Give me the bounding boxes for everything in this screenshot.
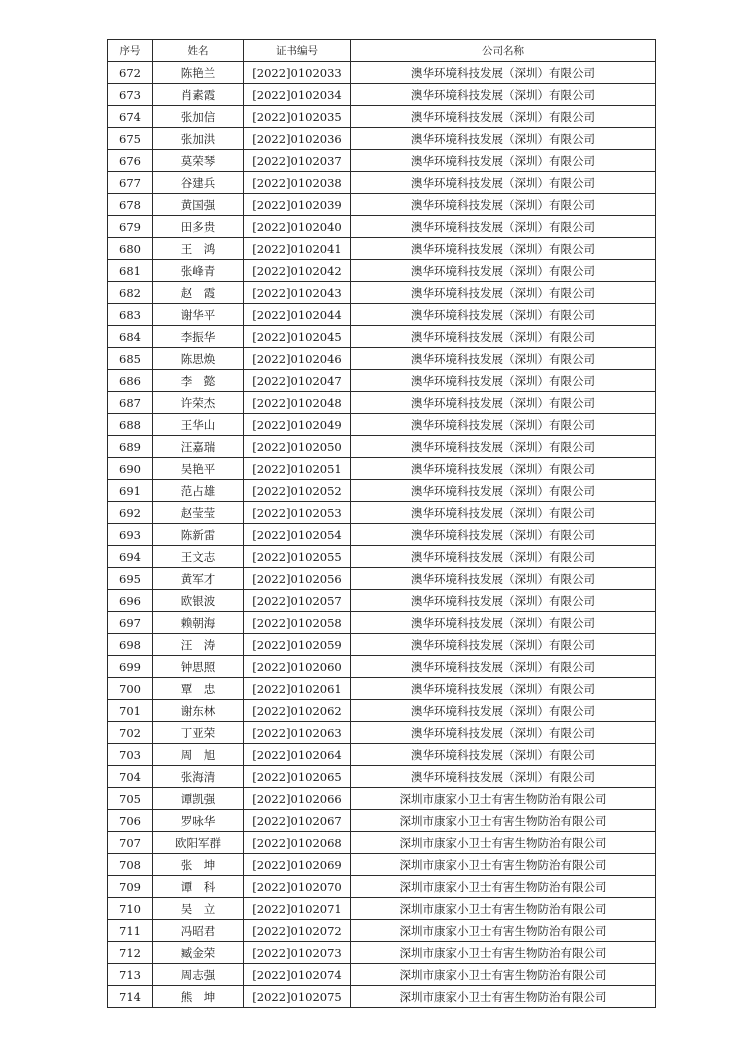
row-name: 谷建兵 [153,172,244,194]
table-row [108,898,656,920]
row-certificate-number: [2022]0102057 [244,590,351,612]
table-row [108,326,656,348]
row-certificate-number: [2022]0102074 [244,964,351,986]
row-name: 赵 霞 [153,282,244,304]
row-company-name: 深圳市康家小卫士有害生物防治有限公司 [351,942,656,964]
row-company-name: 澳华环境科技发展（深圳）有限公司 [351,62,656,84]
row-index: 673 [108,84,153,106]
row-index: 704 [108,766,153,788]
row-index: 680 [108,238,153,260]
row-name: 周 旭 [153,744,244,766]
row-certificate-number: [2022]0102046 [244,348,351,370]
table-row [108,634,656,656]
row-company-name: 深圳市康家小卫士有害生物防治有限公司 [351,810,656,832]
row-index: 679 [108,216,153,238]
row-index: 693 [108,524,153,546]
row-certificate-number: [2022]0102042 [244,260,351,282]
table-row [108,216,656,238]
row-company-name: 澳华环境科技发展（深圳）有限公司 [351,150,656,172]
row-certificate-number: [2022]0102073 [244,942,351,964]
row-company-name: 深圳市康家小卫士有害生物防治有限公司 [351,788,656,810]
row-index: 710 [108,898,153,920]
row-certificate-number: [2022]0102065 [244,766,351,788]
row-name: 田多贵 [153,216,244,238]
table-row [108,590,656,612]
row-name: 张海清 [153,766,244,788]
row-index: 691 [108,480,153,502]
row-name: 冯昭君 [153,920,244,942]
table-row [108,656,656,678]
row-company-name: 深圳市康家小卫士有害生物防治有限公司 [351,854,656,876]
row-company-name: 澳华环境科技发展（深圳）有限公司 [351,326,656,348]
table-row [108,282,656,304]
table-row [108,876,656,898]
row-certificate-number: [2022]0102053 [244,502,351,524]
row-name: 谢东林 [153,700,244,722]
row-company-name: 澳华环境科技发展（深圳）有限公司 [351,656,656,678]
row-certificate-number: [2022]0102039 [244,194,351,216]
row-company-name: 澳华环境科技发展（深圳）有限公司 [351,106,656,128]
row-index: 707 [108,832,153,854]
row-certificate-number: [2022]0102056 [244,568,351,590]
row-index: 700 [108,678,153,700]
row-company-name: 澳华环境科技发展（深圳）有限公司 [351,612,656,634]
row-index: 676 [108,150,153,172]
row-company-name: 深圳市康家小卫士有害生物防治有限公司 [351,876,656,898]
table-row [108,524,656,546]
row-index: 686 [108,370,153,392]
row-company-name: 澳华环境科技发展（深圳）有限公司 [351,480,656,502]
row-index: 684 [108,326,153,348]
row-index: 682 [108,282,153,304]
row-company-name: 澳华环境科技发展（深圳）有限公司 [351,590,656,612]
row-index: 681 [108,260,153,282]
row-index: 672 [108,62,153,84]
row-certificate-number: [2022]0102061 [244,678,351,700]
row-index: 708 [108,854,153,876]
row-certificate-number: [2022]0102047 [244,370,351,392]
table-row [108,942,656,964]
row-certificate-number: [2022]0102041 [244,238,351,260]
row-name: 黄军才 [153,568,244,590]
table-row [108,986,656,1008]
row-certificate-number: [2022]0102071 [244,898,351,920]
row-company-name: 澳华环境科技发展（深圳）有限公司 [351,700,656,722]
row-index: 695 [108,568,153,590]
row-index: 702 [108,722,153,744]
table-row [108,414,656,436]
row-index: 683 [108,304,153,326]
row-certificate-number: [2022]0102069 [244,854,351,876]
row-company-name: 澳华环境科技发展（深圳）有限公司 [351,502,656,524]
header-row [108,40,656,62]
row-name: 陈思焕 [153,348,244,370]
row-certificate-number: [2022]0102049 [244,414,351,436]
table-row [108,568,656,590]
row-certificate-number: [2022]0102054 [244,524,351,546]
row-name: 李振华 [153,326,244,348]
row-company-name: 澳华环境科技发展（深圳）有限公司 [351,568,656,590]
row-certificate-number: [2022]0102059 [244,634,351,656]
row-index: 701 [108,700,153,722]
table-body [108,62,656,1008]
row-name: 张 坤 [153,854,244,876]
row-index: 706 [108,810,153,832]
row-name: 熊 坤 [153,986,244,1008]
row-certificate-number: [2022]0102058 [244,612,351,634]
row-certificate-number: [2022]0102035 [244,106,351,128]
row-certificate-number: [2022]0102038 [244,172,351,194]
row-name: 肖素霞 [153,84,244,106]
row-company-name: 澳华环境科技发展（深圳）有限公司 [351,172,656,194]
table-row [108,502,656,524]
row-company-name: 澳华环境科技发展（深圳）有限公司 [351,546,656,568]
table-row [108,700,656,722]
row-company-name: 澳华环境科技发展（深圳）有限公司 [351,678,656,700]
row-certificate-number: [2022]0102045 [244,326,351,348]
table-row [108,788,656,810]
table-row [108,348,656,370]
row-certificate-number: [2022]0102068 [244,832,351,854]
table-row [108,238,656,260]
row-name: 谭凯强 [153,788,244,810]
row-name: 许荣杰 [153,392,244,414]
row-name: 赵莹莹 [153,502,244,524]
table-row [108,832,656,854]
row-index: 699 [108,656,153,678]
certificate-table [107,39,656,1008]
table-row [108,612,656,634]
row-certificate-number: [2022]0102050 [244,436,351,458]
header-company-name: 公司名称 [351,40,656,62]
row-certificate-number: [2022]0102037 [244,150,351,172]
row-name: 王 鸿 [153,238,244,260]
header-index: 序号 [108,40,153,62]
row-company-name: 深圳市康家小卫士有害生物防治有限公司 [351,986,656,1008]
header-certificate-number: 证书编号 [244,40,351,62]
row-certificate-number: [2022]0102072 [244,920,351,942]
row-certificate-number: [2022]0102064 [244,744,351,766]
row-name: 范占雄 [153,480,244,502]
row-company-name: 澳华环境科技发展（深圳）有限公司 [351,348,656,370]
row-index: 688 [108,414,153,436]
row-certificate-number: [2022]0102060 [244,656,351,678]
table-row [108,370,656,392]
row-name: 覃 忠 [153,678,244,700]
row-company-name: 澳华环境科技发展（深圳）有限公司 [351,458,656,480]
table-row [108,172,656,194]
row-index: 674 [108,106,153,128]
row-company-name: 澳华环境科技发展（深圳）有限公司 [351,722,656,744]
row-index: 705 [108,788,153,810]
row-index: 696 [108,590,153,612]
table-row [108,128,656,150]
row-name: 陈艳兰 [153,62,244,84]
row-company-name: 澳华环境科技发展（深圳）有限公司 [351,216,656,238]
row-certificate-number: [2022]0102075 [244,986,351,1008]
row-name: 汪 涛 [153,634,244,656]
row-company-name: 澳华环境科技发展（深圳）有限公司 [351,84,656,106]
row-name: 吴艳平 [153,458,244,480]
table-row [108,260,656,282]
table-row [108,436,656,458]
row-name: 王华山 [153,414,244,436]
row-certificate-number: [2022]0102036 [244,128,351,150]
table-row [108,304,656,326]
table-row [108,810,656,832]
row-index: 712 [108,942,153,964]
row-company-name: 澳华环境科技发展（深圳）有限公司 [351,282,656,304]
row-name: 张加信 [153,106,244,128]
row-certificate-number: [2022]0102070 [244,876,351,898]
table-row [108,546,656,568]
row-company-name: 澳华环境科技发展（深圳）有限公司 [351,370,656,392]
row-index: 687 [108,392,153,414]
row-name: 莫荣琴 [153,150,244,172]
row-name: 陈新雷 [153,524,244,546]
table-row [108,106,656,128]
header-name: 姓名 [153,40,244,62]
row-company-name: 澳华环境科技发展（深圳）有限公司 [351,524,656,546]
table-row [108,722,656,744]
row-index: 703 [108,744,153,766]
row-index: 675 [108,128,153,150]
row-index: 689 [108,436,153,458]
table-row [108,84,656,106]
row-certificate-number: [2022]0102044 [244,304,351,326]
row-name: 张峰青 [153,260,244,282]
row-company-name: 深圳市康家小卫士有害生物防治有限公司 [351,898,656,920]
row-certificate-number: [2022]0102048 [244,392,351,414]
row-index: 713 [108,964,153,986]
table-row [108,678,656,700]
table-row [108,744,656,766]
row-company-name: 澳华环境科技发展（深圳）有限公司 [351,392,656,414]
row-company-name: 澳华环境科技发展（深圳）有限公司 [351,260,656,282]
row-company-name: 澳华环境科技发展（深圳）有限公司 [351,766,656,788]
row-company-name: 深圳市康家小卫士有害生物防治有限公司 [351,832,656,854]
row-name: 欧阳军群 [153,832,244,854]
row-index: 714 [108,986,153,1008]
table-row [108,150,656,172]
row-name: 王文志 [153,546,244,568]
row-certificate-number: [2022]0102055 [244,546,351,568]
row-index: 697 [108,612,153,634]
row-certificate-number: [2022]0102040 [244,216,351,238]
row-certificate-number: [2022]0102051 [244,458,351,480]
row-name: 赖朝海 [153,612,244,634]
row-index: 698 [108,634,153,656]
row-company-name: 深圳市康家小卫士有害生物防治有限公司 [351,964,656,986]
row-certificate-number: [2022]0102067 [244,810,351,832]
row-index: 678 [108,194,153,216]
row-name: 李 懿 [153,370,244,392]
table-row [108,920,656,942]
table-row [108,854,656,876]
row-name: 周志强 [153,964,244,986]
table-row [108,766,656,788]
table-row [108,392,656,414]
row-company-name: 澳华环境科技发展（深圳）有限公司 [351,194,656,216]
row-certificate-number: [2022]0102052 [244,480,351,502]
table-row [108,964,656,986]
row-name: 欧银波 [153,590,244,612]
row-index: 692 [108,502,153,524]
row-index: 690 [108,458,153,480]
row-company-name: 澳华环境科技发展（深圳）有限公司 [351,634,656,656]
row-name: 罗咏华 [153,810,244,832]
row-company-name: 澳华环境科技发展（深圳）有限公司 [351,414,656,436]
row-certificate-number: [2022]0102033 [244,62,351,84]
row-name: 钟思照 [153,656,244,678]
row-company-name: 澳华环境科技发展（深圳）有限公司 [351,128,656,150]
row-certificate-number: [2022]0102062 [244,700,351,722]
row-index: 711 [108,920,153,942]
table-row [108,480,656,502]
row-index: 685 [108,348,153,370]
row-name: 臧金荣 [153,942,244,964]
row-name: 吴 立 [153,898,244,920]
row-certificate-number: [2022]0102063 [244,722,351,744]
row-index: 694 [108,546,153,568]
row-name: 汪嘉瑞 [153,436,244,458]
table-row [108,62,656,84]
row-company-name: 澳华环境科技发展（深圳）有限公司 [351,304,656,326]
row-company-name: 澳华环境科技发展（深圳）有限公司 [351,436,656,458]
row-index: 709 [108,876,153,898]
row-certificate-number: [2022]0102043 [244,282,351,304]
row-index: 677 [108,172,153,194]
table-row [108,458,656,480]
row-name: 黄国强 [153,194,244,216]
row-name: 谢华平 [153,304,244,326]
row-company-name: 深圳市康家小卫士有害生物防治有限公司 [351,920,656,942]
row-name: 谭 科 [153,876,244,898]
table-row [108,194,656,216]
row-certificate-number: [2022]0102066 [244,788,351,810]
row-company-name: 澳华环境科技发展（深圳）有限公司 [351,238,656,260]
row-company-name: 澳华环境科技发展（深圳）有限公司 [351,744,656,766]
row-name: 丁亚荣 [153,722,244,744]
row-name: 张加洪 [153,128,244,150]
row-certificate-number: [2022]0102034 [244,84,351,106]
